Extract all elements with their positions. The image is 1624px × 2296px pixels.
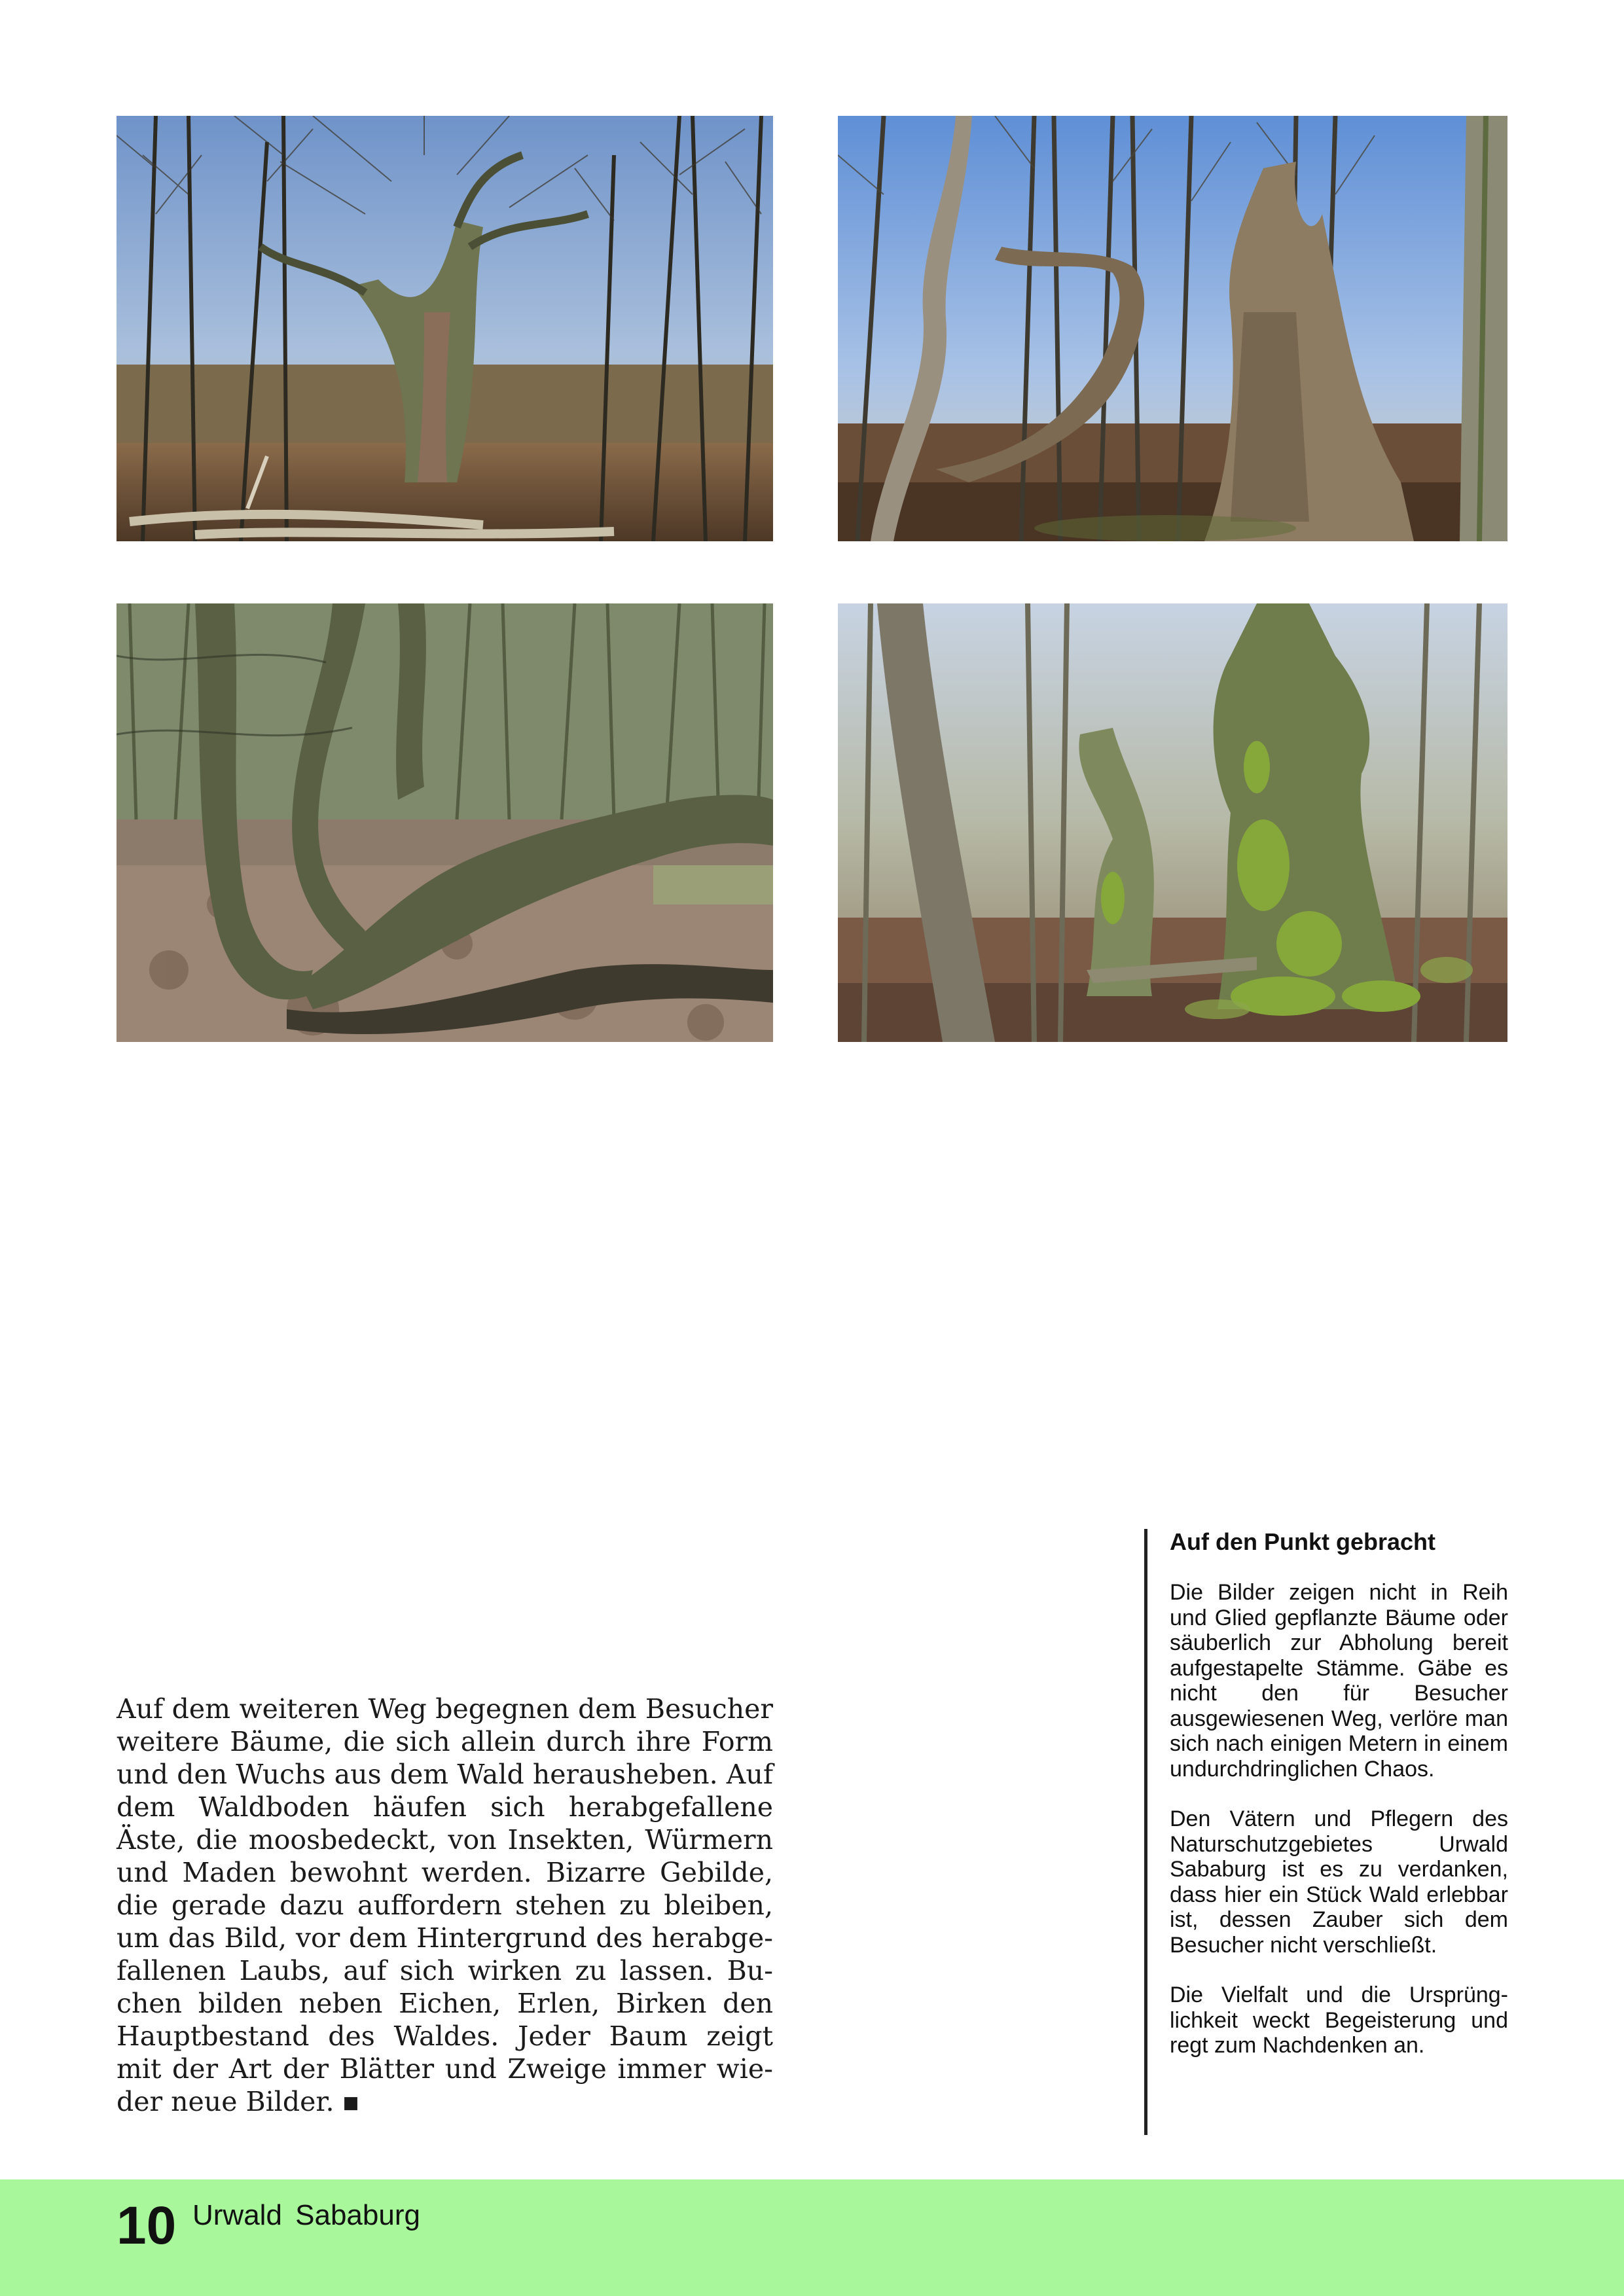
end-mark-icon: ■ [342,2093,359,2113]
article-body [117,1693,773,2119]
page-footer [0,2179,1624,2296]
running-title: Urwald Sababurg [192,2199,420,2231]
article-body-text: Auf dem weiteren Weg begegnen dem Besucher weitere Bäume, die sich allein durch ihre Form und den Wuchs aus dem Wald herausheben. Auf dem Waldboden häufen sich herabgefallene Äste, die moosbedeckt, von Insekten, Würmern und Maden bewohnt werden. Bizarre Gebilde, die gerade dazu auffordern stehen zu bleiben, um das Bild, vor dem Hintergrund des herabgefallenen Laubs, auf sich wirken zu lassen. Buchen bilden neben Eichen, Erlen, Birken den Hauptbestand des Waldes. Jeder Baum zeigt mit der Art der Blätter und Zweige immer wieder neue Bilder. [117,1693,773,2117]
sidebar-box [1144,1529,1508,2135]
sidebar-paragraph-1: Die Bilder zeigen nicht in Reih und Glied gepflanzte Bäume oder säuberlich zur Abholung bereit aufgestapelte Stämme. Gäbe es nicht den für Besucher ausgewiesenen Weg, verlöre man sich nach einigen Metern in einem undurchdringlichen Chaos. [1170,1580,1508,1782]
mossy-oak-photo [838,603,1507,1042]
page-number: 10 [117,2196,177,2255]
sidebar-title: Auf den Punkt gebracht [1170,1528,1436,1555]
twisted-beech-photo [117,603,773,1042]
forest-oak-photo [117,116,773,541]
dead-tree-photo [838,116,1507,541]
sidebar-paragraph-3: Die Vielfalt und die Ursprünglichkeit weckt Begeisterung und regt zum Nachdenken an. [1170,1982,1508,2058]
sidebar-paragraph-2: Den Vätern und Pflegern des Naturschutzgebietes Urwald Sababurg ist es zu verdanken, dass hier ein Stück Wald erlebbar ist, dessen Zauber sich dem Besucher nicht verschließt. [1170,1806,1508,1958]
